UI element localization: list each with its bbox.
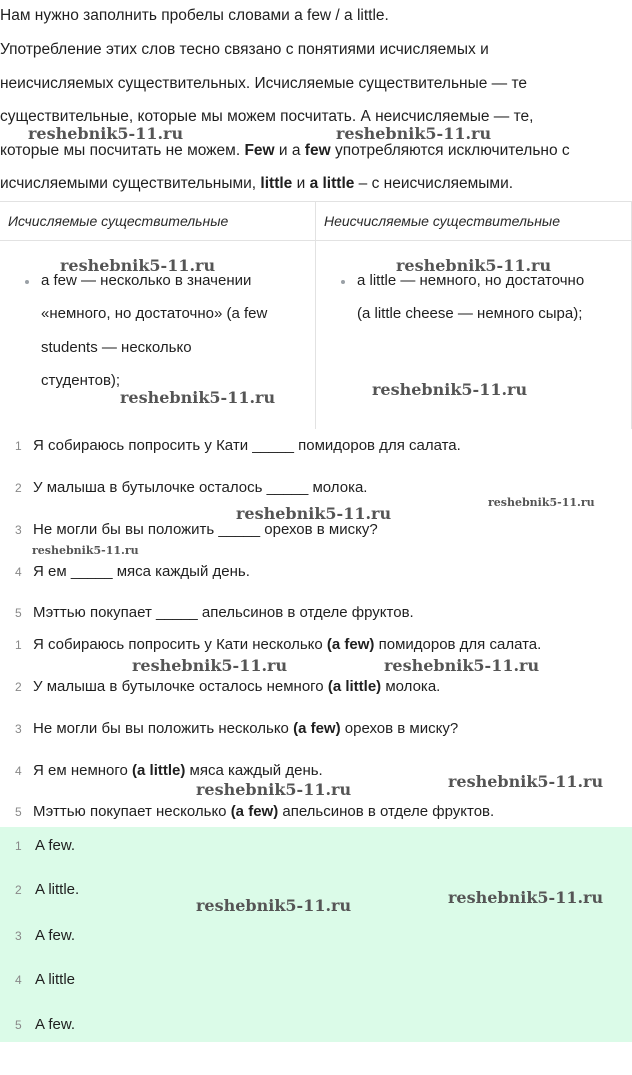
filled-item: 2 У малыша в бутылочке осталось немного (a little) молока. <box>15 678 441 695</box>
comparison-table <box>0 201 632 429</box>
intro-line-5: которые мы посчитать не можем. Few и а few употребляются исключительно с <box>0 142 570 159</box>
answer-item: 1 A few. <box>15 837 76 854</box>
table-header-uncountable: Неисчисляемые существительные <box>324 213 561 229</box>
answer-item: 5 A few. <box>15 1016 76 1033</box>
bold-few-2: few <box>304 142 331 159</box>
intro-line-6: исчисляемыми существительными, little и a little – с неисчисляемыми. <box>0 175 514 192</box>
watermark: reshebnik5-11.ru <box>372 380 528 399</box>
task-item: 4 Я ем _____ мяса каждый день. <box>15 563 250 580</box>
bold-a-little: a little <box>309 175 355 192</box>
filled-item: 3 Не могли бы вы положить несколько (a few) орехов в миску? <box>15 720 459 737</box>
countable-line-1: a few — несколько в значении <box>41 272 252 289</box>
answer-item: 3 A few. <box>15 927 76 944</box>
watermark: reshebnik5-11.ru <box>336 124 492 143</box>
watermark: reshebnik5-11.ru <box>196 780 352 799</box>
watermark: reshebnik5-11.ru <box>132 656 288 675</box>
intro-line-2: Употребление этих слов тесно связано с понятиями исчисляемых и <box>0 41 489 58</box>
watermark: reshebnik5-11.ru <box>448 772 604 791</box>
intro-line-4: существительные, которые мы можем посчитать. А неисчисляемые — те, <box>0 108 534 125</box>
watermark: reshebnik5-11.ru <box>396 256 552 275</box>
countable-line-4: студентов); <box>41 372 121 389</box>
bullet-icon <box>25 280 29 284</box>
bold-few: Few <box>244 142 275 159</box>
answer-item: 2 A little. <box>15 881 80 898</box>
intro-line-3: неисчисляемых существительных. Исчисляемые существительные — те <box>0 75 528 92</box>
table-header-countable: Исчисляемые существительные <box>8 213 229 229</box>
filled-item: 4 Я ем немного (a little) мяса каждый день. <box>15 762 323 779</box>
watermark: reshebnik5-11.ru <box>196 896 352 915</box>
watermark: reshebnik5-11.ru <box>32 544 139 557</box>
watermark: reshebnik5-11.ru <box>60 256 216 275</box>
countable-line-3: students — несколько <box>41 339 192 356</box>
table-header <box>0 201 632 241</box>
bold-little: little <box>260 175 293 192</box>
task-item: 3 Не могли бы вы положить _____ орехов в миску? <box>15 521 378 538</box>
bullet-icon <box>341 280 345 284</box>
watermark: reshebnik5-11.ru <box>28 124 184 143</box>
task-item: 5 Мэттью покупает _____ апельсинов в отделе фруктов. <box>15 604 414 621</box>
task-item: 2 У малыша в бутылочке осталось _____ молока. <box>15 479 368 496</box>
watermark: reshebnik5-11.ru <box>120 388 276 407</box>
watermark: reshebnik5-11.ru <box>488 496 595 509</box>
answer-item: 4 A little <box>15 971 76 988</box>
watermark: reshebnik5-11.ru <box>448 888 604 907</box>
table-divider <box>315 201 316 429</box>
uncountable-line-1: a little — немного, но достаточно <box>357 272 585 289</box>
watermark: reshebnik5-11.ru <box>236 504 392 523</box>
countable-line-2: «немного, но достаточно» (a few <box>41 305 268 322</box>
uncountable-line-2: (a little cheese — немного сыра); <box>357 305 583 322</box>
task-item: 1 Я собираюсь попросить у Кати _____ помидоров для салата. <box>15 437 461 454</box>
filled-item: 5 Мэттью покупает несколько (a few) апельсинов в отделе фруктов. <box>15 803 495 820</box>
filled-item: 1 Я собираюсь попросить у Кати несколько (a few) помидоров для салата. <box>15 636 542 653</box>
intro-line-1: Нам нужно заполнить пробелы словами a few / a little. <box>0 7 389 24</box>
answers-block <box>0 827 632 1042</box>
watermark: reshebnik5-11.ru <box>384 656 540 675</box>
